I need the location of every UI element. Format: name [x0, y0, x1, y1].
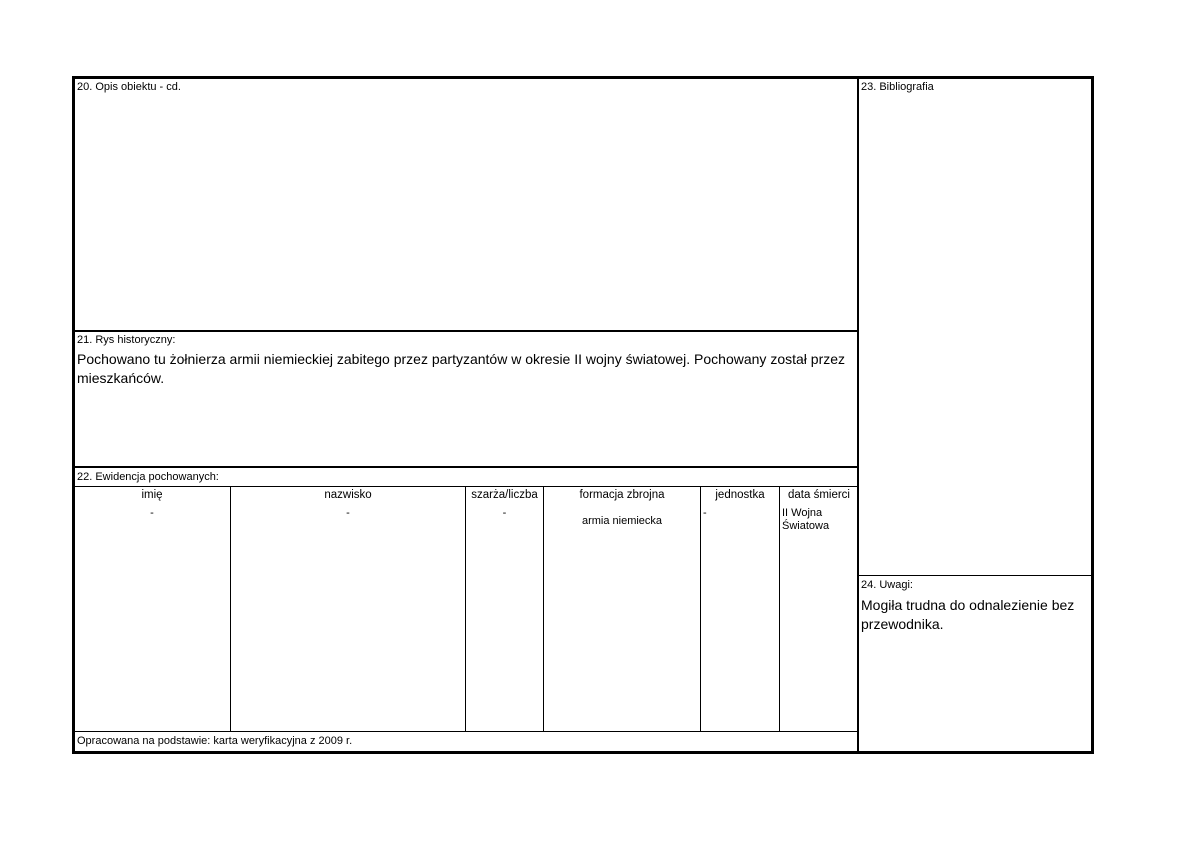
section-22-label-divider — [74, 486, 859, 487]
column-header-szarza: szarża/liczba — [471, 489, 538, 501]
section-21-label: 21. Rys historyczny: — [77, 334, 176, 346]
section-23-label: 23. Bibliografia — [861, 81, 934, 93]
section-21-text: Pochowano tu żołnierza armii niemieckiej zabitego przez partyzantów w okresie II wojny światowej. Pochowany został przez mieszkańców. — [77, 351, 846, 386]
cell-imie: - — [150, 507, 154, 519]
cell-jednostka: - — [703, 507, 707, 519]
cell-szarza: - — [502, 507, 507, 519]
cell-data-smierci: II Wojna Światowa — [782, 507, 830, 532]
table-col-divider — [230, 486, 231, 732]
card-frame — [72, 76, 1094, 754]
cell-nazwisko: - — [346, 507, 350, 519]
section-24-text: Mogiła trudna do odnalezienie bez przewodnika. — [861, 597, 1075, 632]
section-23-divider — [859, 575, 1092, 576]
footer-source: Opracowana na podstawie: karta weryfikacyjna z 2009 r. — [77, 735, 353, 747]
section-24-label: 24. Uwagi: — [861, 579, 913, 591]
column-header-data-smierci: data śmierci — [788, 489, 850, 501]
table-col-divider — [700, 486, 701, 732]
column-header-imie: imię — [141, 489, 163, 501]
cell-formacja: armia niemiecka — [581, 515, 663, 527]
footer-divider — [74, 731, 859, 732]
section-20-label: 20. Opis obiektu - cd. — [77, 81, 181, 93]
table-col-divider — [779, 486, 780, 732]
column-header-nazwisko: nazwisko — [324, 489, 372, 501]
column-header-jednostka: jednostka — [715, 489, 765, 501]
section-22-label: 22. Ewidencja pochowanych: — [77, 471, 219, 483]
section-20-divider — [74, 330, 859, 332]
column-header-formacja: formacja zbrojna — [579, 489, 665, 501]
right-column-divider — [857, 76, 859, 754]
section-21-divider — [74, 466, 859, 468]
table-col-divider — [465, 486, 466, 732]
